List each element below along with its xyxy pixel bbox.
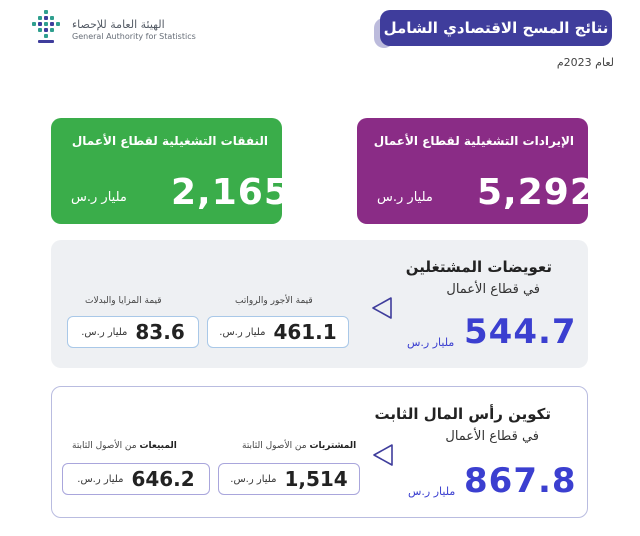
employee-comp-value: 544.7 bbox=[464, 312, 577, 352]
wages-box bbox=[207, 316, 349, 348]
fixed-capital-unit: مليار ر.س bbox=[408, 485, 456, 498]
sales-label bbox=[72, 441, 177, 451]
page-title: نتائج المسح الاقتصادي الشامل bbox=[380, 10, 612, 46]
purchases-label-rest: من الأصول الثابتة bbox=[242, 441, 310, 451]
logo-english-text: General Authority for Statistics bbox=[72, 32, 196, 41]
fixed-capital-section bbox=[51, 386, 588, 518]
employee-comp-subtitle: في قطاع الأعمال bbox=[446, 282, 540, 297]
expenses-value: 2,165 bbox=[171, 172, 290, 213]
benefits-box bbox=[67, 316, 199, 348]
year-label: لعام 2023م bbox=[556, 56, 614, 69]
employee-comp-title: تعويضات المشتغلين bbox=[405, 258, 552, 276]
revenue-unit: مليار ر.س bbox=[377, 190, 433, 205]
expenses-card bbox=[51, 118, 290, 224]
purchases-box bbox=[218, 463, 360, 495]
logo-mark-icon bbox=[28, 8, 64, 48]
wages-label: قيمة الأجور والرواتب bbox=[235, 296, 313, 306]
expenses-unit: مليار ر.س bbox=[71, 190, 127, 205]
purchases-unit: مليار ر.س. bbox=[230, 473, 277, 485]
wages-value: 461.1 bbox=[273, 320, 337, 344]
revenue-label: الإيرادات التشغيلية لقطاع الأعمال bbox=[373, 134, 574, 148]
fixed-capital-value: 867.8 bbox=[464, 461, 577, 501]
employee-comp-unit: مليار ر.س bbox=[407, 336, 455, 349]
fixed-capital-subtitle: في قطاع الأعمال bbox=[445, 429, 539, 444]
benefits-value: 83.6 bbox=[135, 320, 185, 344]
purchases-label-bold: المشتريات bbox=[309, 441, 357, 451]
revenue-value: 5,292 bbox=[477, 172, 596, 213]
logo-arabic-text: الهيئة العامة للإحصاء bbox=[72, 18, 165, 31]
sales-unit: مليار ر.س. bbox=[77, 473, 124, 485]
wages-unit: مليار ر.س. bbox=[219, 326, 266, 338]
fixed-capital-title: تكوين رأس المال الثابت bbox=[374, 405, 551, 423]
gastat-logo bbox=[28, 8, 198, 52]
pointer-triangle-icon bbox=[372, 443, 394, 467]
sales-box bbox=[62, 463, 210, 495]
pointer-triangle-icon bbox=[371, 296, 393, 320]
revenue-card bbox=[357, 118, 596, 224]
expenses-label: النفقات التشغيلية لقطاع الأعمال bbox=[71, 134, 268, 148]
purchases-label bbox=[242, 441, 356, 451]
purchases-value: 1,514 bbox=[284, 467, 348, 491]
sales-value: 646.2 bbox=[131, 467, 195, 491]
benefits-unit: مليار ر.س. bbox=[81, 326, 128, 338]
employee-compensation-section bbox=[51, 240, 588, 368]
benefits-label: قيمة المزايا والبدلات bbox=[85, 296, 162, 306]
sales-label-rest: من الأصول الثابتة bbox=[72, 441, 140, 451]
sales-label-bold: المبيعات bbox=[139, 441, 177, 451]
